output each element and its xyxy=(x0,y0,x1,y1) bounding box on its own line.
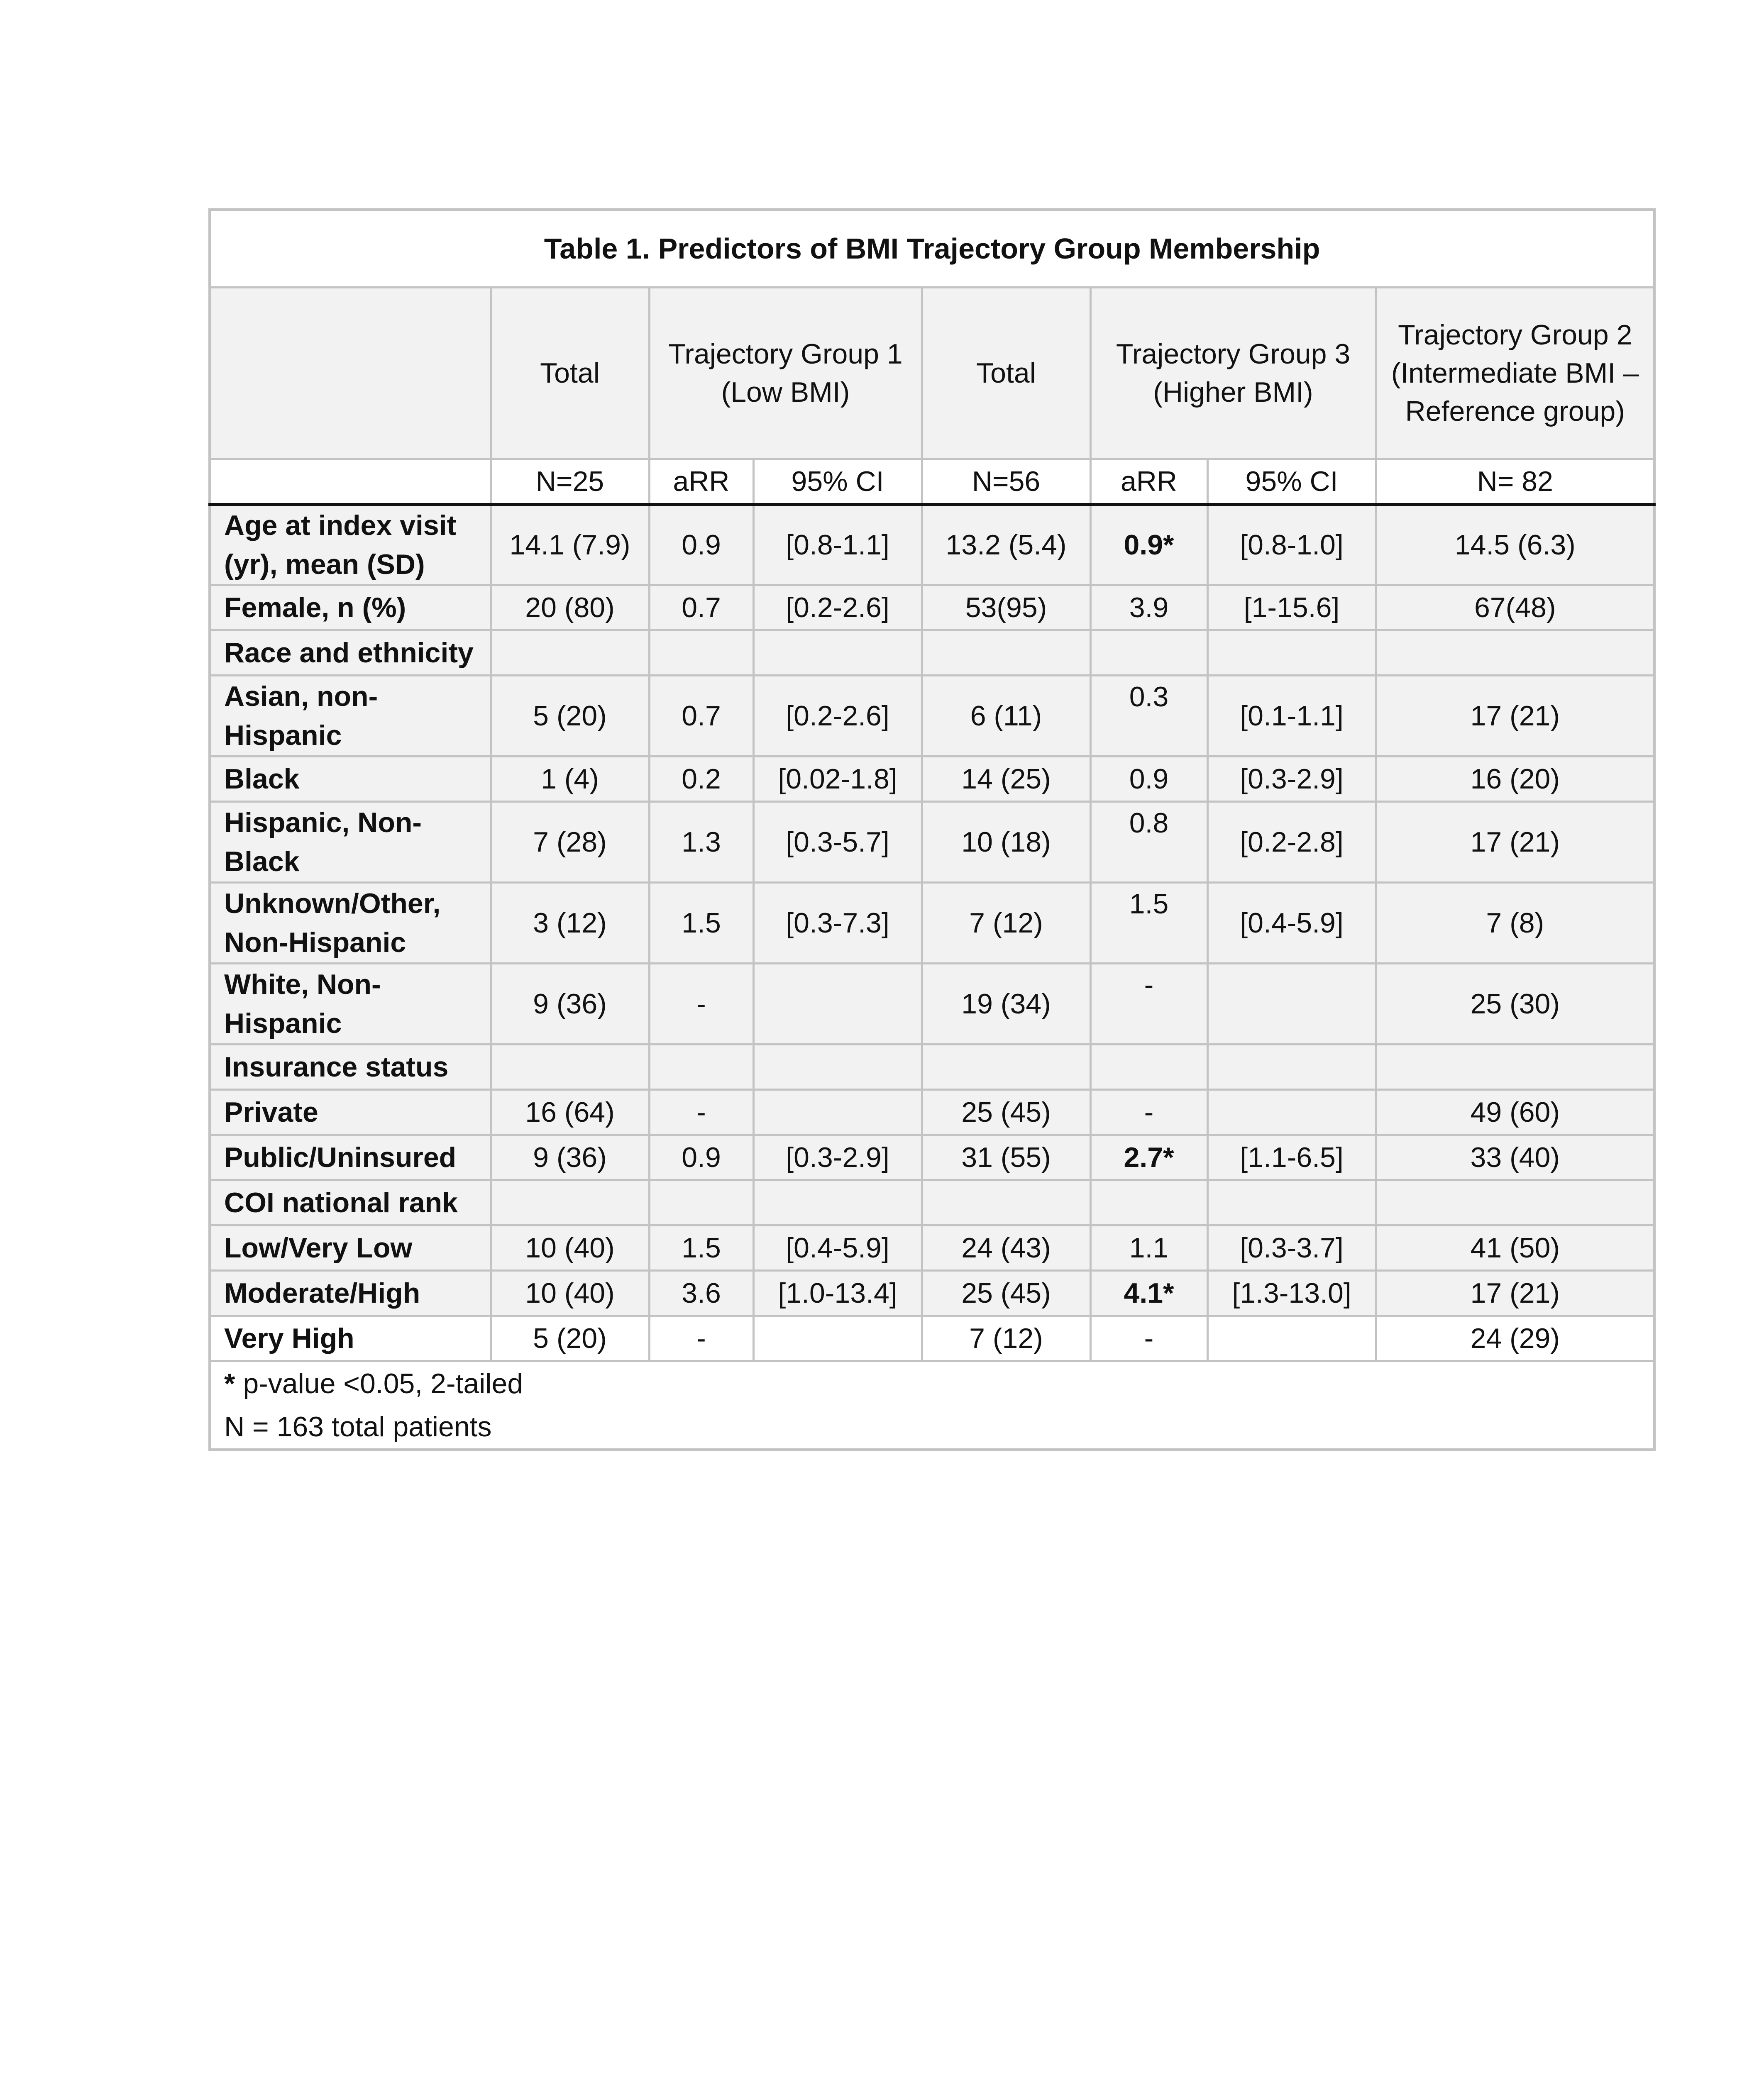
table-cell: 0.2 xyxy=(649,757,753,802)
column-header-row xyxy=(210,288,1654,459)
table-cell: 1.3 xyxy=(649,802,753,883)
table-cell xyxy=(922,630,1090,676)
footnote-pvalue xyxy=(224,1362,1647,1405)
table-cell: 49 (60) xyxy=(1376,1090,1654,1135)
bmi-trajectory-table xyxy=(208,208,1656,1451)
table-cell: [0.2-2.6] xyxy=(753,585,922,630)
table-row xyxy=(210,1045,1654,1090)
row-label: Private xyxy=(210,1090,491,1135)
table-cell: 6 (11) xyxy=(922,676,1090,757)
table-cell: 25 (30) xyxy=(1376,964,1654,1045)
table-cell: [0.3-7.3] xyxy=(753,883,922,964)
table-cell xyxy=(649,1180,753,1225)
table-cell xyxy=(1207,1316,1376,1361)
results-table-container xyxy=(208,208,1653,1451)
table-cell: [1.0-13.4] xyxy=(753,1271,922,1316)
table-cell xyxy=(753,1180,922,1225)
table-cell xyxy=(1207,630,1376,676)
table-cell: 17 (21) xyxy=(1376,802,1654,883)
header-trajectory-group-3: Trajectory Group 3 (Higher BMI) xyxy=(1090,288,1376,459)
table-cell: 67(48) xyxy=(1376,585,1654,630)
subheader-cell: 95% CI xyxy=(1207,459,1376,505)
footnotes xyxy=(210,1361,1654,1450)
header-trajectory-group-2: Trajectory Group 2 (Intermediate BMI – Reference group) xyxy=(1376,288,1654,459)
table-cell: [0.2-2.8] xyxy=(1207,802,1376,883)
table-cell: 7 (12) xyxy=(922,1316,1090,1361)
header-trajectory-group-1: Trajectory Group 1 (Low BMI) xyxy=(649,288,922,459)
row-label: Moderate/High xyxy=(210,1271,491,1316)
subheader-cell: 95% CI xyxy=(753,459,922,505)
table-row xyxy=(210,964,1654,1045)
table-cell: [0.02-1.8] xyxy=(753,757,922,802)
table-cell xyxy=(1207,964,1376,1045)
table-cell xyxy=(491,1045,649,1090)
table-row xyxy=(210,1180,1654,1225)
header-total-group3: Total xyxy=(922,288,1090,459)
table-cell: 5 (20) xyxy=(491,676,649,757)
table-title-row xyxy=(210,210,1654,288)
table-cell: 7 (28) xyxy=(491,802,649,883)
table-cell: 0.9 xyxy=(1090,757,1207,802)
footnote-row xyxy=(210,1361,1654,1450)
table-cell xyxy=(1207,1090,1376,1135)
table-cell: [0.4-5.9] xyxy=(753,1225,922,1271)
footnote-pvalue-text: p-value <0.05, 2-tailed xyxy=(235,1368,523,1399)
table-cell: [1-15.6] xyxy=(1207,585,1376,630)
table-cell: 3 (12) xyxy=(491,883,649,964)
table-cell xyxy=(753,630,922,676)
table-cell: 3.6 xyxy=(649,1271,753,1316)
header-empty xyxy=(210,288,491,459)
table-cell: 9 (36) xyxy=(491,964,649,1045)
table-cell: 17 (21) xyxy=(1376,1271,1654,1316)
table-cell: 0.3 xyxy=(1090,676,1207,757)
table-cell xyxy=(1090,1180,1207,1225)
table-cell: - xyxy=(649,1316,753,1361)
table-cell: 16 (64) xyxy=(491,1090,649,1135)
table-cell: [1.3-13.0] xyxy=(1207,1271,1376,1316)
table-cell: 25 (45) xyxy=(922,1271,1090,1316)
table-cell xyxy=(649,1045,753,1090)
footnote-total: N = 163 total patients xyxy=(224,1411,492,1443)
table-cell: 24 (43) xyxy=(922,1225,1090,1271)
table-cell: 1.5 xyxy=(649,883,753,964)
table-cell: [0.8-1.0] xyxy=(1207,505,1376,585)
table-cell xyxy=(491,630,649,676)
table-cell: 2.7* xyxy=(1090,1135,1207,1180)
table-cell: - xyxy=(649,1090,753,1135)
section-label: COI national rank xyxy=(210,1180,491,1225)
table-cell: 19 (34) xyxy=(922,964,1090,1045)
table-cell: - xyxy=(649,964,753,1045)
table-row xyxy=(210,1271,1654,1316)
table-cell: 10 (18) xyxy=(922,802,1090,883)
table-cell: 10 (40) xyxy=(491,1225,649,1271)
table-row xyxy=(210,1316,1654,1361)
table-cell: 20 (80) xyxy=(491,585,649,630)
table-row xyxy=(210,757,1654,802)
table-cell: 1.5 xyxy=(649,1225,753,1271)
table-cell: 31 (55) xyxy=(922,1135,1090,1180)
table-cell: 9 (36) xyxy=(491,1135,649,1180)
table-cell: 17 (21) xyxy=(1376,676,1654,757)
table-cell: 0.9* xyxy=(1090,505,1207,585)
subheader-row xyxy=(210,459,1654,505)
table-cell: 25 (45) xyxy=(922,1090,1090,1135)
table-cell xyxy=(753,964,922,1045)
subheader-cell: aRR xyxy=(649,459,753,505)
table-cell: 1 (4) xyxy=(491,757,649,802)
table-cell: 1.5 xyxy=(1090,883,1207,964)
table-cell xyxy=(1090,1045,1207,1090)
table-row xyxy=(210,802,1654,883)
table-cell: - xyxy=(1090,1316,1207,1361)
table-cell xyxy=(1376,1180,1654,1225)
table-cell xyxy=(1090,630,1207,676)
table-cell: [0.1-1.1] xyxy=(1207,676,1376,757)
subheader-cell: N=56 xyxy=(922,459,1090,505)
subheader-cell: N= 82 xyxy=(1376,459,1654,505)
row-label: Black xyxy=(210,757,491,802)
subheader-empty xyxy=(210,459,491,505)
table-cell: 41 (50) xyxy=(1376,1225,1654,1271)
table-row xyxy=(210,1225,1654,1271)
table-cell: 53(95) xyxy=(922,585,1090,630)
table-row xyxy=(210,1090,1654,1135)
table-title: Table 1. Predictors of BMI Trajectory Group Membership xyxy=(210,210,1654,288)
table-cell xyxy=(491,1180,649,1225)
table-cell: 33 (40) xyxy=(1376,1135,1654,1180)
table-cell xyxy=(753,1045,922,1090)
table-cell: 0.8 xyxy=(1090,802,1207,883)
footnote-star: * xyxy=(224,1368,235,1399)
table-cell: 7 (8) xyxy=(1376,883,1654,964)
row-label: Female, n (%) xyxy=(210,585,491,630)
table-cell xyxy=(1376,1045,1654,1090)
table-cell: [0.3-2.9] xyxy=(1207,757,1376,802)
row-label: White, Non-Hispanic xyxy=(210,964,491,1045)
table-cell: 10 (40) xyxy=(491,1271,649,1316)
table-cell: [0.8-1.1] xyxy=(753,505,922,585)
table-cell xyxy=(1376,630,1654,676)
subheader-cell: N=25 xyxy=(491,459,649,505)
row-label: Asian, non-Hispanic xyxy=(210,676,491,757)
table-row xyxy=(210,883,1654,964)
table-cell: [0.2-2.6] xyxy=(753,676,922,757)
table-cell: 7 (12) xyxy=(922,883,1090,964)
table-row xyxy=(210,585,1654,630)
table-cell: [0.3-2.9] xyxy=(753,1135,922,1180)
table-cell xyxy=(1207,1180,1376,1225)
table-cell xyxy=(922,1045,1090,1090)
table-cell: 0.7 xyxy=(649,585,753,630)
table-cell: 14 (25) xyxy=(922,757,1090,802)
table-cell: 5 (20) xyxy=(491,1316,649,1361)
table-cell xyxy=(649,630,753,676)
row-label: Age at index visit (yr), mean (SD) xyxy=(210,505,491,585)
table-cell: [0.3-3.7] xyxy=(1207,1225,1376,1271)
table-row xyxy=(210,505,1654,585)
row-label: Hispanic, Non-Black xyxy=(210,802,491,883)
table-cell xyxy=(753,1090,922,1135)
table-cell: [1.1-6.5] xyxy=(1207,1135,1376,1180)
table-cell: 0.9 xyxy=(649,1135,753,1180)
table-cell: 14.1 (7.9) xyxy=(491,505,649,585)
table-cell: [0.4-5.9] xyxy=(1207,883,1376,964)
table-cell: [0.3-5.7] xyxy=(753,802,922,883)
table-cell xyxy=(922,1180,1090,1225)
table-cell xyxy=(753,1316,922,1361)
table-cell: 3.9 xyxy=(1090,585,1207,630)
table-cell: 24 (29) xyxy=(1376,1316,1654,1361)
table-cell: - xyxy=(1090,1090,1207,1135)
table-row xyxy=(210,1135,1654,1180)
table-row xyxy=(210,630,1654,676)
table-cell: 0.7 xyxy=(649,676,753,757)
header-total-group1: Total xyxy=(491,288,649,459)
table-cell: 14.5 (6.3) xyxy=(1376,505,1654,585)
table-cell xyxy=(1207,1045,1376,1090)
row-label: Unknown/Other, Non-Hispanic xyxy=(210,883,491,964)
row-label: Low/Very Low xyxy=(210,1225,491,1271)
table-cell: - xyxy=(1090,964,1207,1045)
table-cell: 16 (20) xyxy=(1376,757,1654,802)
section-label: Race and ethnicity xyxy=(210,630,491,676)
table-cell: 4.1* xyxy=(1090,1271,1207,1316)
section-label: Insurance status xyxy=(210,1045,491,1090)
row-label: Very High xyxy=(210,1316,491,1361)
table-cell: 1.1 xyxy=(1090,1225,1207,1271)
subheader-cell: aRR xyxy=(1090,459,1207,505)
table-row xyxy=(210,676,1654,757)
table-cell: 0.9 xyxy=(649,505,753,585)
row-label: Public/Uninsured xyxy=(210,1135,491,1180)
table-cell: 13.2 (5.4) xyxy=(922,505,1090,585)
